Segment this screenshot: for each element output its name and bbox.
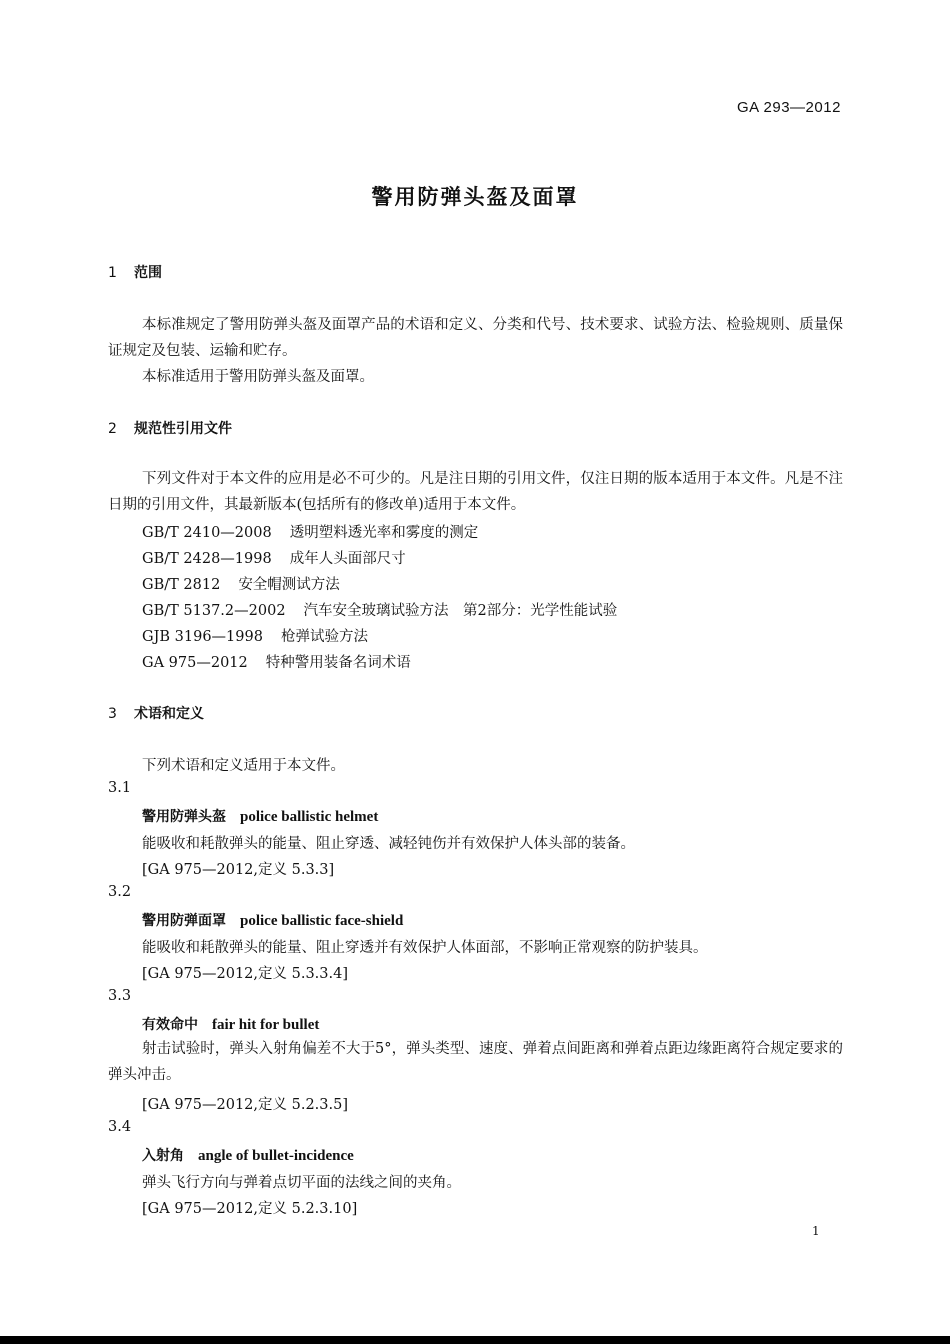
section-title: 规范性引用文件 <box>134 421 232 437</box>
term-zh: 入射角 <box>142 1148 184 1164</box>
term-heading <box>142 806 378 826</box>
reference-name: 安全帽测试方法 <box>238 577 340 593</box>
term-heading <box>142 1145 354 1165</box>
reference-code: GJB 3196—1998 <box>142 629 263 645</box>
term-en: angle of bullet-incidence <box>198 1148 354 1164</box>
section-number: 3 <box>108 706 117 722</box>
term-definition <box>108 1036 843 1088</box>
standard-number: GA 293—2012 <box>737 99 841 116</box>
paragraph: 本标准规定了警用防弹头盔及面罩产品的术语和定义、分类和代号、技术要求、试验方法、检验规则、质量保证规定及包装、运输和贮存。 <box>108 317 843 359</box>
term-definition: 弹头飞行方向与弹着点切平面的法线之间的夹角。 <box>142 1175 461 1191</box>
section-1-body <box>108 312 843 390</box>
reference-name: 成年人头面部尺寸 <box>289 551 406 567</box>
section-title: 术语和定义 <box>134 706 204 722</box>
section-2-intro <box>108 466 843 518</box>
term-heading <box>142 910 403 930</box>
term-number: 3.2 <box>108 884 132 900</box>
term-definition: 能吸收和耗散弹头的能量、阻止穿透、减轻钝伤并有效保护人体头部的装备。 <box>142 836 635 852</box>
section-3-intro: 下列术语和定义适用于本文件。 <box>142 758 345 774</box>
term-zh: 警用防弹面罩 <box>142 913 226 929</box>
term-en: fair hit for bullet <box>212 1017 320 1033</box>
section-number: 1 <box>108 265 117 281</box>
term-number: 3.3 <box>108 988 132 1004</box>
term-number: 3.4 <box>108 1119 132 1135</box>
reference-code: GB/T 5137.2—2002 <box>142 603 286 619</box>
reference-name: 汽车安全玻璃试验方法 第2部分：光学性能试验 <box>303 603 618 619</box>
term-en: police ballistic face-shield <box>240 913 404 929</box>
page-number: 1 <box>812 1224 820 1238</box>
reference-code: GB/T 2428—1998 <box>142 551 272 567</box>
term-heading <box>142 1014 319 1034</box>
reference-code: GB/T 2812 <box>142 577 221 593</box>
reference-code: GB/T 2410—2008 <box>142 525 272 541</box>
paragraph: 射击试验时，弹头入射角偏差不大于5°，弹头类型、速度、弹着点间距离和弹着点距边缘距离符合规定要求的弹头冲击。 <box>108 1041 843 1083</box>
term-en: police ballistic helmet <box>240 809 379 825</box>
reference-item <box>142 599 617 620</box>
term-number: 3.1 <box>108 780 132 796</box>
term-definition: 能吸收和耗散弹头的能量、阻止穿透并有效保护人体面部，不影响正常观察的防护装具。 <box>142 940 708 956</box>
section-1-heading <box>108 262 162 282</box>
reference-code: GA 975—2012 <box>142 655 248 671</box>
term-source: [GA 975—2012,定义 5.3.3] <box>142 862 335 878</box>
section-2-heading <box>108 418 232 438</box>
term-source: [GA 975—2012,定义 5.2.3.5] <box>142 1097 349 1113</box>
reference-item <box>142 573 340 594</box>
term-source: [GA 975—2012,定义 5.2.3.10] <box>142 1201 358 1217</box>
reference-item <box>142 625 368 646</box>
reference-item <box>142 651 411 672</box>
term-zh: 有效命中 <box>142 1017 198 1033</box>
document-title: 警用防弹头盔及面罩 <box>371 185 579 209</box>
term-source: [GA 975—2012,定义 5.3.3.4] <box>142 966 349 982</box>
reference-name: 特种警用装备名词术语 <box>265 655 411 671</box>
paragraph: 本标准适用于警用防弹头盔及面罩。 <box>142 369 374 385</box>
reference-name: 透明塑料透光率和雾度的测定 <box>289 525 479 541</box>
page-bottom-bar <box>0 1336 950 1344</box>
section-number: 2 <box>108 421 117 437</box>
reference-name: 枪弹试验方法 <box>280 629 368 645</box>
reference-item <box>142 521 478 542</box>
section-3-heading <box>108 703 204 723</box>
term-zh: 警用防弹头盔 <box>142 809 226 825</box>
section-title: 范围 <box>134 265 162 281</box>
paragraph: 下列文件对于本文件的应用是必不可少的。凡是注日期的引用文件，仅注日期的版本适用于本文件。凡是不注日期的引用文件，其最新版本(包括所有的修改单)适用于本文件。 <box>108 471 843 513</box>
reference-item <box>142 547 406 568</box>
